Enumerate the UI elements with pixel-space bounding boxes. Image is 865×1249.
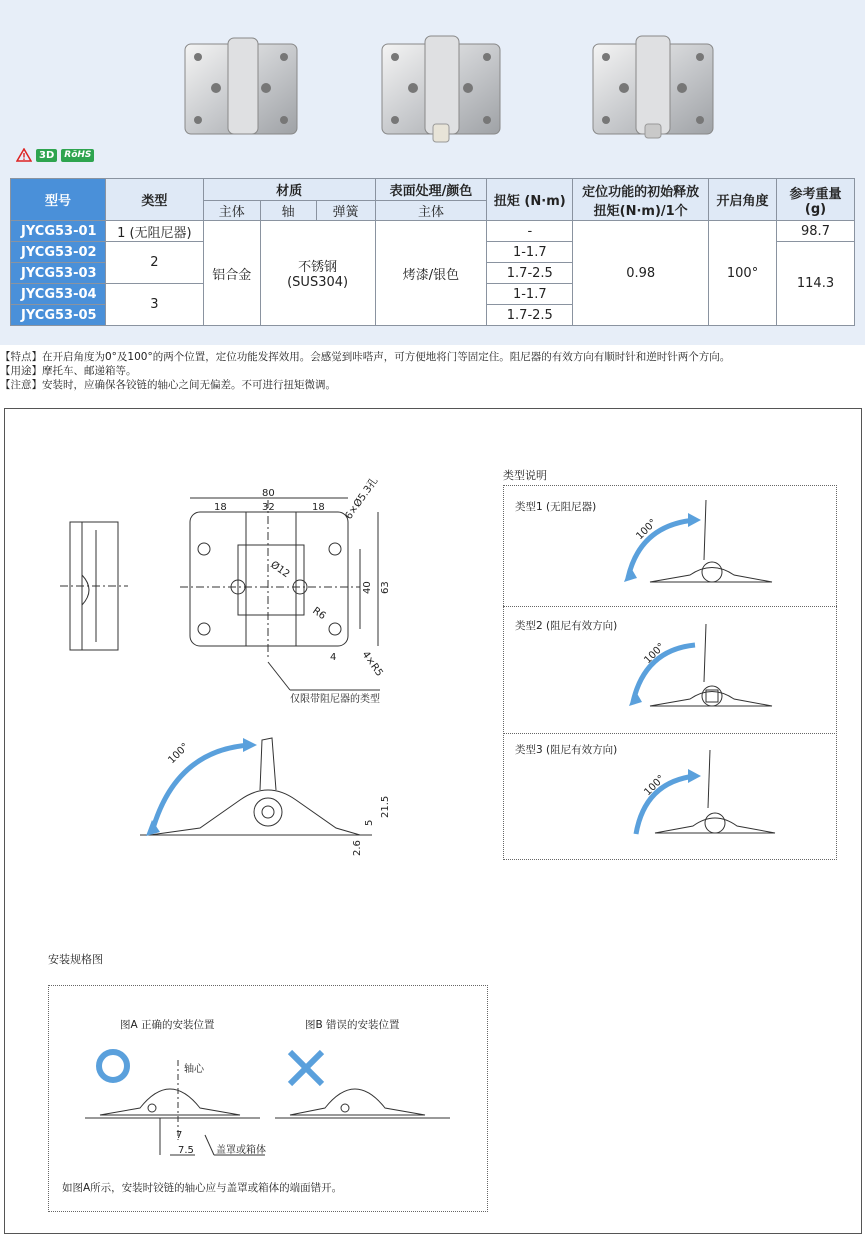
type2-angle: 100° <box>642 641 668 667</box>
weight-cell: 98.7 <box>777 221 855 242</box>
dim-7: 7 <box>176 1130 183 1141</box>
types-box <box>503 485 837 860</box>
axis-label: 轴心 <box>184 1064 204 1075</box>
cover-label: 盖罩或箱体 <box>216 1145 266 1156</box>
header-body: 主体 <box>203 201 260 221</box>
torque-cell: - <box>487 221 573 242</box>
release-torque-cell: 0.98 <box>573 221 709 326</box>
fig-b-label: 图B 错误的安装位置 <box>305 1019 400 1031</box>
torque-cell: 1-1.7 <box>487 284 573 305</box>
weight-cell: 114.3 <box>777 242 855 326</box>
surface-cell: 烤漆/银色 <box>375 221 487 326</box>
type3-label: 类型3 (阻尼有效方向) <box>515 744 618 756</box>
type-cell: 1 (无阻尼器) <box>105 221 203 242</box>
torque-cell: 1-1.7 <box>487 242 573 263</box>
model-cell: JYCG53-01 <box>11 221 106 242</box>
dim-r5: 4×R5 <box>359 649 385 679</box>
dim-r6: R6 <box>310 605 328 623</box>
note-feature: 【特点】在开启角度为0°及100°的两个位置，定位功能发挥效用。会感觉到咔嗒声，可方便地将门等固定住。阻尼器的有效方向有顺时针和逆时针两个方向。 <box>0 351 731 363</box>
3d-badge: 3D <box>36 149 57 162</box>
type1-angle: 100° <box>634 517 660 543</box>
header-surface-body: 主体 <box>375 201 487 221</box>
torque-cell: 1.7-2.5 <box>487 305 573 326</box>
install-note: 如图A所示，安装时铰链的轴心应与盖罩或箱体的端面错开。 <box>62 1182 343 1194</box>
types-title: 类型说明 <box>503 469 547 482</box>
fig-a-label: 图A 正确的安装位置 <box>120 1019 215 1031</box>
dim-2-6: 2.6 <box>352 840 363 856</box>
model-cell: JYCG53-02 <box>11 242 106 263</box>
header-angle: 开启角度 <box>709 179 777 221</box>
type1-label: 类型1 (无阻尼器) <box>515 501 597 513</box>
install-box <box>48 985 488 1212</box>
front-view <box>190 512 348 646</box>
install-title: 安装规格图 <box>48 953 103 966</box>
header-torque: 扭矩 (N·m) <box>487 179 573 221</box>
dim-4: 4 <box>330 652 337 663</box>
header-surface: 表面处理/颜色 <box>375 179 487 201</box>
model-cell: JYCG53-04 <box>11 284 106 305</box>
dim-d12: Ø12 <box>268 559 292 581</box>
torque-cell: 1.7-2.5 <box>487 263 573 284</box>
type3-angle: 100° <box>642 773 668 799</box>
angle-cell: 100° <box>709 221 777 326</box>
header-release-torque: 定位功能的初始释放 扭矩(N·m)/1个 <box>573 179 709 221</box>
type-separator <box>503 733 837 734</box>
note-usage: 【用途】摩托车、邮递箱等。 <box>0 365 137 377</box>
type2-label: 类型2 (阻尼有效方向) <box>515 620 618 632</box>
type-separator <box>503 606 837 607</box>
damper-only-note: 仅限带阻尼器的类型 <box>290 694 380 705</box>
header-weight: 参考重量 (g) <box>777 179 855 221</box>
angle-label: 100° <box>166 741 192 767</box>
dim-32: 32 <box>262 502 275 513</box>
dim-7-5: 7.5 <box>178 1145 194 1156</box>
dim-18b: 18 <box>312 502 325 513</box>
type-cell: 2 <box>105 242 203 284</box>
model-cell: JYCG53-05 <box>11 305 106 326</box>
shaft-spring-material-cell: 不锈钢 (SUS304) <box>260 221 375 326</box>
dim-holes: 6×Ø5.3孔 <box>343 475 381 522</box>
header-type: 类型 <box>105 179 203 221</box>
rohs-badge: RŏHS <box>61 149 94 162</box>
dim-5: 5 <box>364 819 375 826</box>
note-caution: 【注意】安装时，应确保各铰链的轴心之间无偏差。不可进行扭矩微调。 <box>0 379 336 391</box>
dim-63: 63 <box>380 581 391 594</box>
type-cell: 3 <box>105 284 203 326</box>
body-material-cell: 铝合金 <box>203 221 260 326</box>
header-spring: 弹簧 <box>316 201 375 221</box>
dim-40: 40 <box>362 581 373 594</box>
header-shaft: 轴 <box>260 201 316 221</box>
header-model: 型号 <box>11 179 106 221</box>
model-cell: JYCG53-03 <box>11 263 106 284</box>
dim-18a: 18 <box>214 502 227 513</box>
dim-80: 80 <box>262 488 275 499</box>
header-material: 材质 <box>203 179 375 201</box>
dim-21-5: 21.5 <box>380 795 391 818</box>
